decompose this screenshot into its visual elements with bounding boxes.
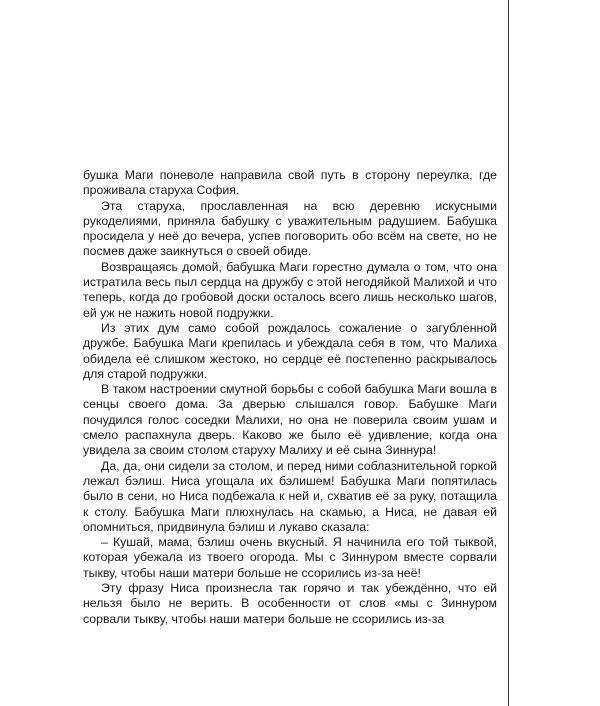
paragraph-8: Эту фразу Ниса произнесла так горячо и так убеждённо, что ей нельзя было не верить. В особенности от слов «мы с Зиннуром сорвали тыкву, чтобы наши матери больше не ссорились из-за — [83, 581, 497, 626]
paragraph-4: Из этих дум само собой рождалось сожаление о загубленной дружбе. Бабушка Маги крепилась и убеждала себя в том, что Малиха обидела её слишком жестоко, но сердце её постепенно раскрывалось для старой подружки. — [83, 320, 497, 381]
paragraph-5: В таком настроении смутной борьбы с собой бабушка Маги вошла в сенцы своего дома. За дверью слышался говор. Бабушке Маги почудился голос соседки Малихи, но она не поверила своим ушам и смело распахнула дверь. Каково же было её удивление, когда она увидела за своим столом старуху Малиху и её сына Зиннура! — [83, 382, 497, 458]
paragraph-3: Возвращаясь домой, бабушка Маги горестно думала о том, что она истратила весь пыл сердца на дружбу с этой негодяйкой Малихой и что теперь, когда до гробовой доски осталось всего лишь несколько шагов, ей уж не нажить новой подружки. — [83, 259, 497, 320]
paragraph-7: – Кушай, мама, бэлиш очень вкусный. Я начинила его той тыквой, которая убежала из твоего огорода. Мы с Зиннуром вместе сорвали тыкву, чтобы наши матери больше не ссорились из-за неё! — [83, 535, 497, 580]
paragraph-1: бушка Маги поневоле направила свой путь в сторону переулка, где проживала старуха София. — [83, 168, 497, 198]
page-edge-line — [508, 0, 509, 706]
paragraph-2: Эта старуха, прославленная на всю деревню искусными рукоделиями, приняла бабушку с уважительным радушием. Бабушка просидела у неё до вечера, успев поговорить обо всём на свете, но не посмев даже заикнуться о своей обиде. — [83, 198, 497, 259]
body-text — [83, 168, 497, 627]
paragraph-6: Да, да, они сидели за столом, и перед ними соблазнительной горкой лежал бэлиш. Ниса угощала их бэлишем! Бабушка Маги попятилась было в сени, но Ниса подбежала к ней и, схватив её за руку, потащила к столу. Бабушка Маги плюхнулась на скамью, а Ниса, не давая ей опомниться, придвинула бэлиш и лукаво сказала: — [83, 458, 497, 534]
